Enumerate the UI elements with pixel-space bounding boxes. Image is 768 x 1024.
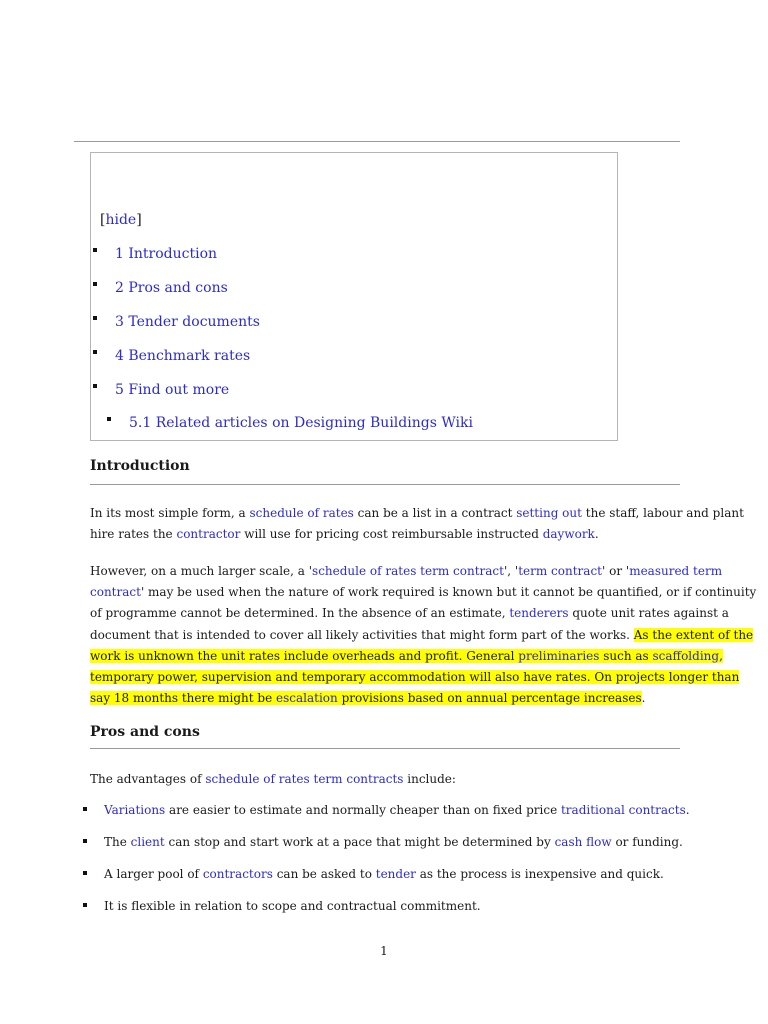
intro-paragraph-1 — [90, 503, 744, 545]
text: ' may be used when the nature of work required is known but it cannot be quantified, or if continuity — [140, 585, 757, 600]
text: can stop and start work at a pace that might be determined by — [164, 835, 555, 849]
link-schedule-of-rates-term-contracts[interactable]: schedule of rates term contracts — [205, 772, 404, 786]
text: . — [641, 691, 646, 706]
link-variations[interactable]: Variations — [104, 803, 166, 817]
table-of-contents — [90, 152, 618, 441]
highlighted-text: temporary power, supervision and temporary accommodation will also have rates. On projects longer than — [90, 669, 740, 684]
toc-item-benchmark-rates[interactable]: 4 Benchmark rates — [115, 348, 251, 364]
toc-item-tender-documents[interactable]: 3 Tender documents — [115, 314, 260, 330]
link-setting-out[interactable]: setting out — [516, 506, 582, 520]
section-divider — [90, 484, 680, 485]
list-bullet — [83, 839, 87, 843]
text-line — [90, 688, 674, 709]
toc-hide-bracket-close: ] — [136, 212, 142, 228]
text: ', ' — [503, 564, 519, 578]
toc-hide-bracket-open: [ — [100, 212, 106, 228]
text: or funding. — [611, 835, 683, 849]
list-bullet — [83, 903, 87, 907]
toc-item-find-out-more[interactable]: 5 Find out more — [115, 382, 230, 398]
text: the staff, labour and plant — [581, 506, 744, 520]
toc-item-introduction[interactable]: 1 Introduction — [115, 246, 218, 262]
text: of programme cannot be determined. In the absence of an estimate, — [90, 606, 510, 621]
toc-item-related-articles[interactable]: 5.1 Related articles on Designing Buildings Wiki — [129, 415, 473, 431]
link-scaffolding[interactable]: scaffolding — [652, 648, 720, 663]
list-item — [104, 802, 690, 818]
link-measured-term-contract[interactable]: measured term — [629, 564, 723, 578]
link-term-contract[interactable]: term contract — [518, 564, 602, 578]
text: are easier to estimate and normally cheaper than on fixed price — [165, 803, 561, 817]
link-schedule-of-rates[interactable]: schedule of rates — [249, 506, 354, 520]
page-number: 1 — [380, 944, 388, 958]
text-line — [90, 603, 729, 624]
list-item — [104, 834, 683, 850]
top-divider — [74, 141, 680, 142]
link-contractors[interactable]: contractors — [202, 867, 273, 881]
text: include: — [403, 772, 456, 786]
link-contractor[interactable]: contractor — [176, 527, 241, 542]
text: The advantages of — [90, 772, 206, 786]
toc-sub-bullet — [107, 417, 111, 421]
text: hire rates the — [90, 527, 177, 542]
text: as the process is inexpensive and quick. — [415, 867, 664, 881]
text: . — [594, 527, 599, 542]
text-line — [90, 625, 754, 646]
link-schedule-of-rates-term-contract[interactable]: schedule of rates term contract — [312, 564, 504, 578]
section-heading-pros-and-cons: Pros and cons — [90, 724, 200, 740]
highlighted-text: work is unknown the unit rates include overheads and profit. General — [90, 648, 519, 663]
text: . — [685, 803, 690, 817]
list-bullet — [83, 807, 87, 811]
link-preliminaries[interactable]: preliminaries — [518, 648, 600, 663]
highlighted-text: As the extent of the — [633, 627, 754, 642]
text-line — [90, 561, 723, 582]
highlighted-text: such as — [599, 648, 653, 663]
link-tender[interactable]: tender — [375, 867, 416, 881]
text: However, on a much larger scale, a ' — [90, 564, 313, 578]
link-cash-flow[interactable]: cash flow — [554, 835, 612, 849]
highlighted-text: , — [719, 648, 723, 663]
toc-bullet — [93, 248, 97, 252]
list-bullet — [83, 871, 87, 875]
text: A larger pool of — [104, 867, 203, 881]
text: document that is intended to cover all likely activities that might form part of the works. — [90, 627, 634, 642]
pros-intro — [90, 769, 674, 790]
text: The — [104, 835, 131, 849]
text: ' or ' — [602, 564, 630, 578]
link-daywork[interactable]: daywork — [542, 527, 595, 542]
text-line — [90, 582, 757, 603]
list-item — [104, 866, 664, 882]
text: can be asked to — [272, 867, 376, 881]
link-traditional-contracts[interactable]: traditional contracts — [560, 803, 686, 817]
toc-bullet — [93, 316, 97, 320]
highlighted-text: say 18 months there might be — [90, 691, 277, 706]
text: In its most simple form, a — [90, 506, 250, 520]
toc-bullet — [93, 282, 97, 286]
section-heading-introduction: Introduction — [90, 458, 190, 474]
toc-item-pros-and-cons[interactable]: 2 Pros and cons — [115, 280, 228, 296]
text: It is flexible in relation to scope and contractual commitment. — [104, 899, 481, 913]
toc-hide-toggle — [100, 211, 142, 229]
text-line — [90, 667, 740, 688]
text: quote unit rates against a — [568, 606, 729, 621]
intro-paragraph-2 — [90, 561, 757, 709]
link-measured-term-contract-cont[interactable]: contract — [90, 585, 141, 600]
text-line — [90, 503, 744, 524]
highlighted-text: provisions based on annual percentage increases — [337, 691, 642, 706]
text: can be a list in a contract — [353, 506, 517, 520]
toc-hide-link[interactable]: hide — [105, 212, 137, 228]
toc-bullet — [93, 384, 97, 388]
text: will use for pricing cost reimbursable instructed — [240, 527, 543, 542]
toc-bullet — [93, 350, 97, 354]
text-line — [90, 646, 723, 667]
link-client[interactable]: client — [130, 835, 165, 849]
section-divider — [90, 748, 680, 749]
link-tenderers[interactable]: tenderers — [509, 606, 569, 621]
link-escalation[interactable]: escalation — [276, 691, 338, 706]
text-line — [90, 769, 674, 790]
text-line — [90, 524, 674, 545]
list-item — [104, 898, 481, 914]
